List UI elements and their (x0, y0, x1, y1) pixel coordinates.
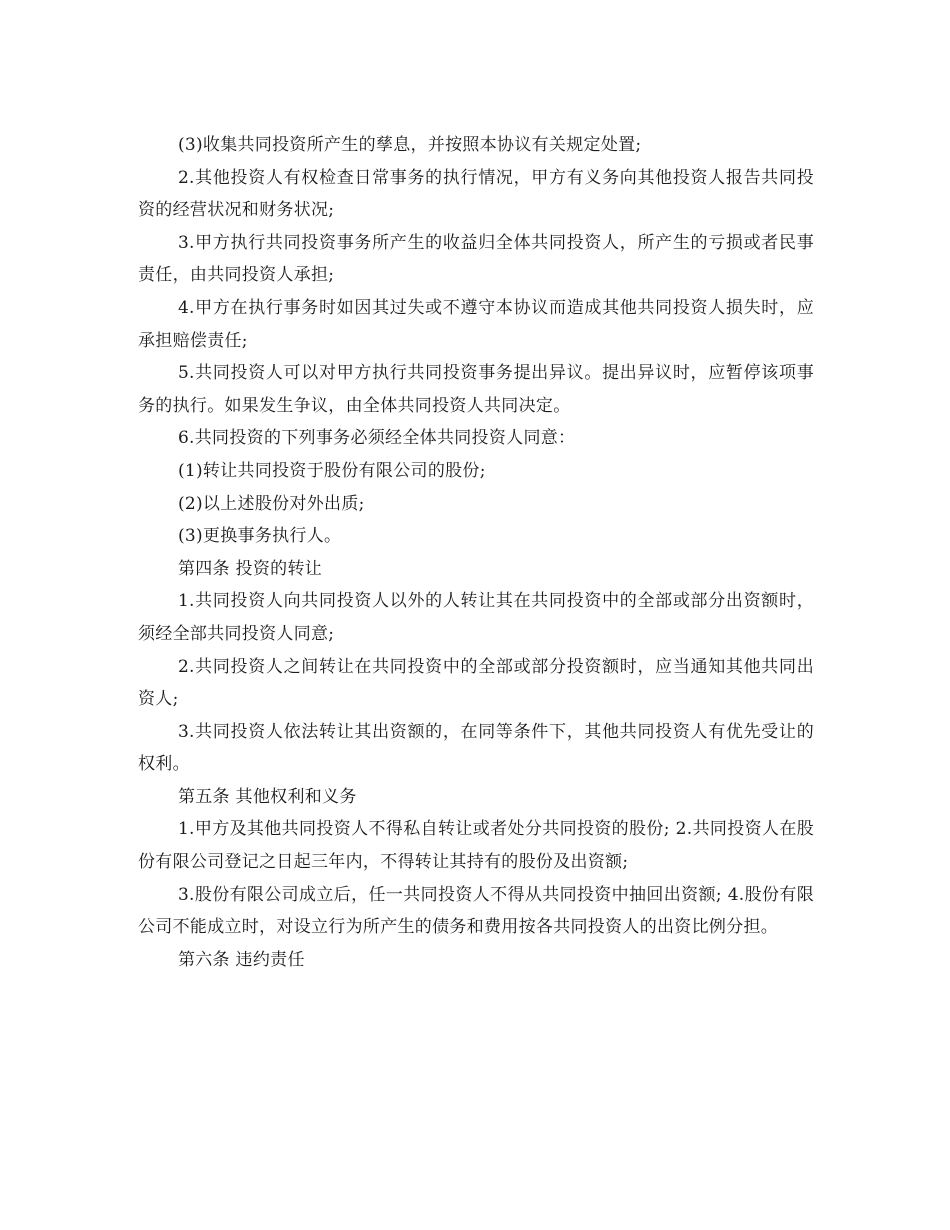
paragraph-5-objection: 5.共同投资人可以对甲方执行共同投资事务提出异议。提出异议时，应暂停该项事务的执行。如果发生争议，由全体共同投资人共同决定。 (138, 363, 814, 416)
list-item-transfer-shares: (1)转让共同投资于股份有限公司的股份; (177, 460, 486, 481)
paragraph-4-compensation: 4.甲方在执行事务时如因其过失或不遵守本协议而造成其他共同投资人损失时，应承担赔偿责任; (138, 297, 814, 351)
paragraph-3-profit-loss: 3.甲方执行共同投资事务所产生的收益归全体共同投资人，所产生的亏损或者民事责任，由共同投资人承担; (138, 232, 814, 286)
paragraph-3-preemptive-right: 3.共同投资人依法转让其出资额的，在同等条件下，其他共同投资人有优先受让的权利。 (138, 721, 814, 775)
paragraph-2-inspection-right: 2.其他投资人有权检查日常事务的执行情况，甲方有义务向其他投资人报告共同投资的经营状况和财务状况; (138, 167, 814, 221)
section-heading-article-4: 第四条 投资的转让 (177, 558, 323, 579)
section-heading-article-6: 第六条 违约责任 (177, 949, 305, 970)
paragraph-1-no-private-transfer: 1.甲方及其他共同投资人不得私自转让或者处分共同投资的股份; 2.共同投资人在股份有限公司登记之日起三年内，不得转让其持有的股份及出资额; (138, 819, 814, 873)
paragraph-1-external-transfer: 1.共同投资人向共同投资人以外的人转让其在共同投资中的全部或部分出资额时，须经全部共同投资人同意; (138, 591, 814, 644)
paragraph-6-unanimous-consent: 6.共同投资的下列事务必须经全体共同投资人同意： (177, 428, 576, 449)
paragraph-3-collect-interest: (3)收集共同投资所产生的孳息，并按照本协议有关规定处置; (177, 135, 642, 155)
list-item-pledge-shares: (2)以上述股份对外出质; (177, 493, 365, 514)
paragraph-2-internal-transfer: 2.共同投资人之间转让在共同投资中的全部或部分投资额时，应当通知其他共同出资人; (138, 656, 814, 710)
list-item-replace-executor: (3)更换事务执行人。 (177, 526, 342, 547)
paragraph-3-no-withdrawal: 3.股份有限公司成立后，任一共同投资人不得从共同投资中抽回出资额; 4.股份有限公司不能成立时，对设立行为所产生的债务和费用按各共同投资人的出资比例分担。 (138, 884, 814, 938)
document-body (138, 129, 814, 976)
section-heading-article-5: 第五条 其他权利和义务 (177, 786, 357, 807)
